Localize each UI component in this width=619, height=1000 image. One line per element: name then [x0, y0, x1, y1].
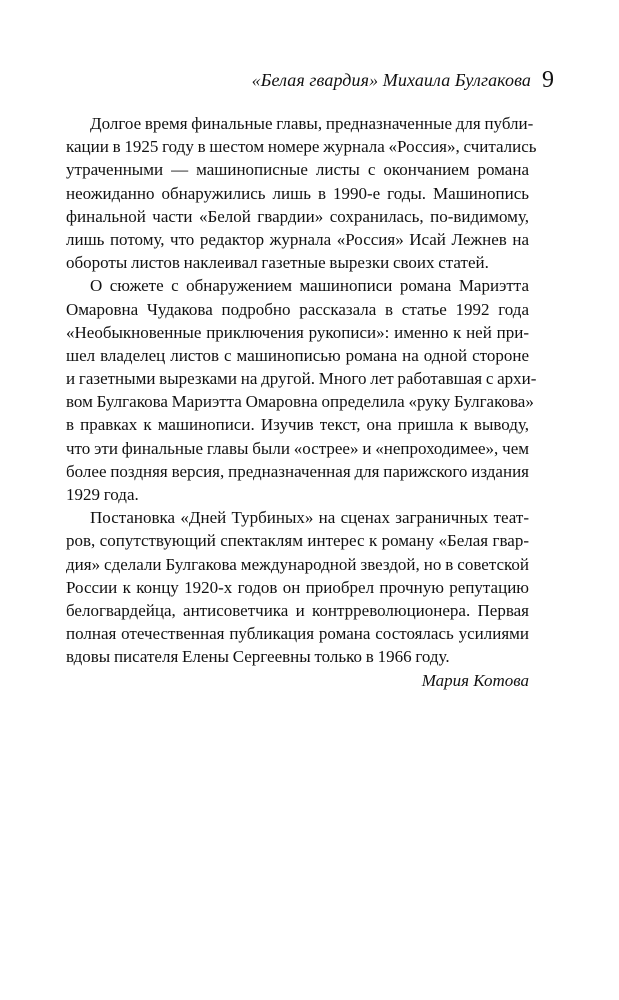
text-line: 1929 года. [66, 485, 139, 504]
running-head [66, 70, 531, 98]
text-line: более поздняя версия, предназначенная для парижского издания [66, 461, 529, 481]
text-line: в правках к машинописи. Изучив текст, она пришла к выводу, [66, 415, 529, 435]
author-signature: Мария Котова [421, 670, 529, 690]
page-number: 9 [542, 67, 554, 93]
text-line: финальной части «Белой гвардии» сохранилась, по-видимому, [66, 206, 529, 226]
text-line: что эти финальные главы были «острее» и «непроходимее», чем [66, 438, 529, 458]
paragraph-2 [66, 274, 537, 506]
text-line: вдовы писателя Елены Сергеевны только в 1966 году. [66, 647, 450, 667]
text-line: шел владелец листов с машинописью романа на одной стороне [66, 345, 529, 365]
text-line: «Необыкновенные приключения рукописи»: именно к ней при- [66, 322, 529, 342]
text-line: Постановка «Дней Турбиных» на сценах заграничных теат- [90, 508, 529, 528]
paragraph-3 [66, 506, 529, 668]
text-line: полная отечественная публикация романа состоялась усилиями [66, 624, 529, 644]
text-line: лишь потому, что редактор журнала «Россия» Исай Лежнев на [66, 229, 529, 249]
paragraph-1 [66, 112, 537, 274]
text-line: белогвардейца, антисоветчика и контрреволюционера. Первая [66, 600, 529, 620]
text-line: утраченными — машинописные листы с окончанием романа [66, 160, 529, 180]
text-line: и газетными вырезками на другой. Много лет работавшая с архи- [66, 369, 537, 389]
text-line: Долгое время финальные главы, предназначенные для публи- [90, 114, 534, 133]
text-line: вом Булгакова Мариэтта Омаровна определила «руку Булгакова» [66, 392, 534, 412]
text-line: обороты листов наклеивал газетные вырезки своих статей. [66, 253, 489, 273]
text-line: России к концу 1920-х годов он приобрел прочную репутацию [66, 577, 529, 597]
text-line: дия» сделали Булгакова международной звездой, но в советской [66, 554, 529, 574]
body-text [66, 112, 537, 692]
text-line: О сюжете с обнаружением машинописи романа Мариэтта [90, 276, 529, 296]
text-line: неожиданно обнаружились лишь в 1990-е годы. Машинопись [66, 183, 529, 203]
running-title: «Белая гвардия» Михаила Булгакова [251, 70, 531, 90]
text-line: ров, сопутствующий спектаклям интерес к роману «Белая гвар- [66, 531, 529, 551]
text-line: кации в 1925 году в шестом номере журнала «Россия», считались [66, 137, 537, 157]
text-line: Омаровна Чудакова подробно рассказала в статье 1992 года [66, 299, 529, 319]
